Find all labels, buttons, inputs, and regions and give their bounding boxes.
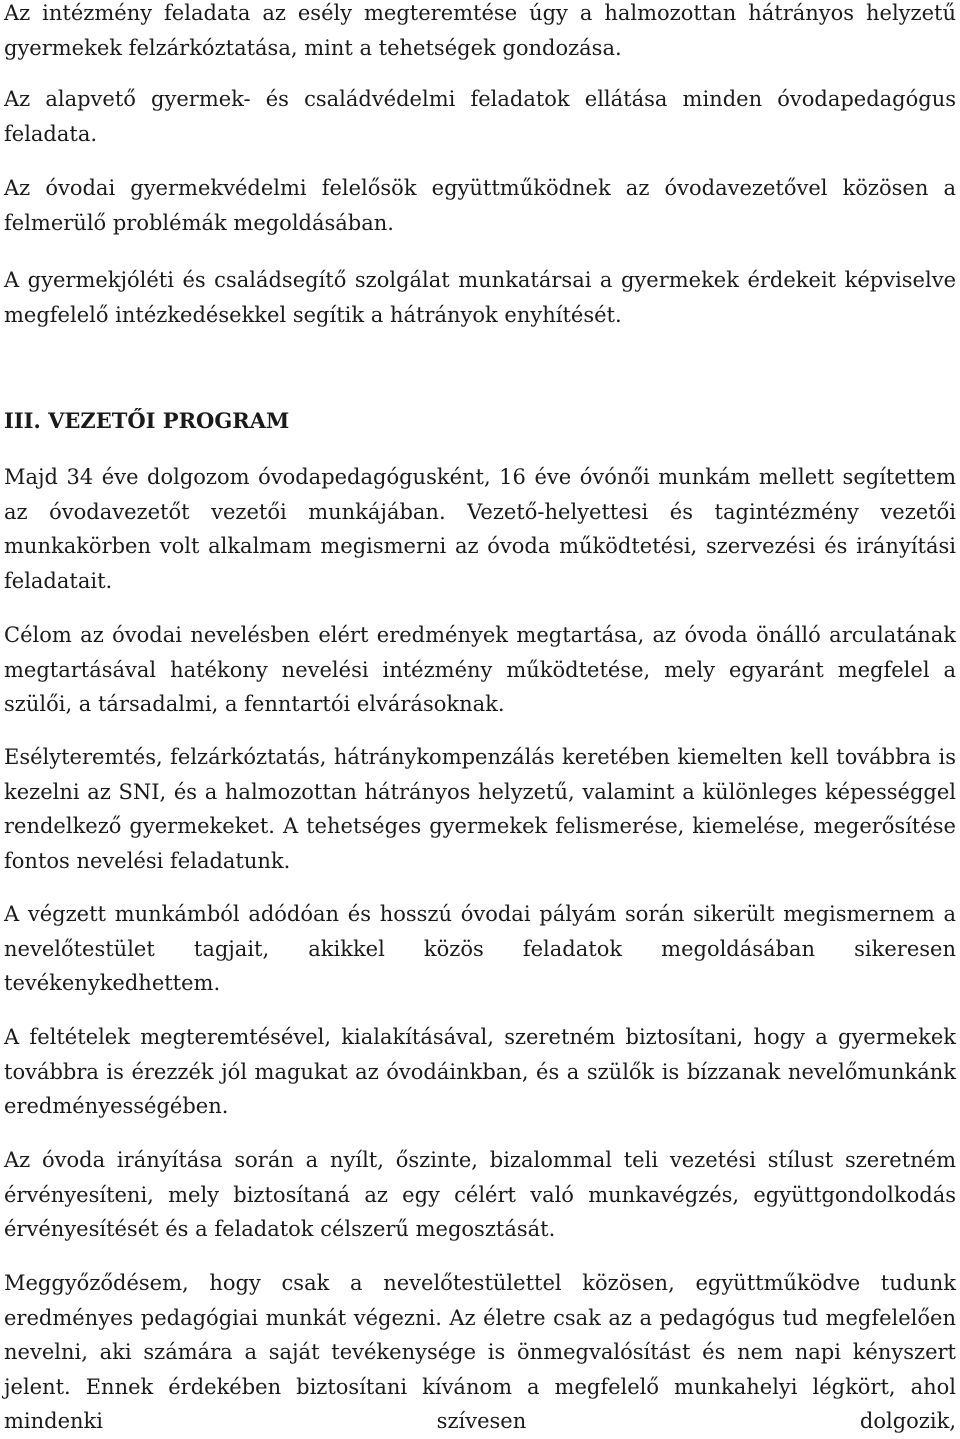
paragraph-experience: Majd 34 éve dolgozom óvodapedagógusként, 16 éve óvónői munkám mellett segítettem az óvodavezetőt vezetői munkájában. Vezető-helyettesi és tagintézmény vezetői munkakörben volt alkalmam megismerni az óvoda működtetési, szervezési és irányítási feladatait.	[4, 465, 956, 593]
paragraph-equal-opportunity: Az intézmény feladata az esély megteremtése úgy a halmozottan hátrányos helyzetű gyermekek felzárkóztatása, mint a tehetségek gondozása.	[4, 1, 956, 60]
paragraph-goal: Célom az óvodai nevelésben elért eredmények megtartása, az óvoda önálló arculatának megtartásával hatékony nevelési intézmény működtetése, mely egyaránt megfelel a szülői, a társadalmi, a fenntartói elvárásoknak.	[4, 623, 956, 716]
paragraph-leadership-style: Az óvoda irányítása során a nyílt, őszinte, bizalommal teli vezetési stílust szeretném érvényesíteni, mely biztosítaná az egy célért való munkavégzés, együttgondolkodás érvényesítését és a feladatok célszerű megosztását.	[4, 1148, 956, 1241]
paragraph-family-support-service: A gyermekjóléti és családsegítő szolgálat munkatársai a gyermekek érdekeit képviselve megfelelő intézkedésekkel segítik a hátrányok enyhítését.	[4, 268, 956, 327]
paragraph-child-protection-duty: Az alapvető gyermek- és családvédelmi feladatok ellátása minden óvodapedagógus feladata.	[4, 87, 956, 146]
paragraph-equal-opportunity-tasks: Esélyteremtés, felzárkóztatás, hátránykompenzálás keretében kiemelten kell továbbra is kezelni az SNI, és a halmozottan hátrányos helyzetű, valamint a különleges képességgel rendelkező gyermekeket. A tehetséges gyermekek felismerése, kiemelése, megerősítése fontos nevelési feladatunk.	[4, 745, 956, 873]
paragraph-conviction: Meggyőződésem, hogy csak a nevelőtestülettel közösen, együttműködve tudunk eredményes pedagógiai munkát végezni. Az életre csak az a pedagógus tud megfelelően nevelni, aki számára a saját tevékenysége is önmegvalósítást és nem napi kényszert jelent. Ennek érdekében biztosítani kívánom a megfelelő munkahelyi légkört, ahol mindenki szívesen dolgozik,	[4, 1271, 956, 1433]
paragraph-conditions: A feltételek megteremtésével, kialakításával, szeretném biztosítani, hogy a gyermekek továbbra is érezzék jól magukat az óvodáinkban, és a szülők is bízzanak nevelőmunkánk eredményességében.	[4, 1025, 956, 1118]
section-heading: III. VEZETŐI PROGRAM	[4, 408, 290, 433]
paragraph-child-protection-officers: Az óvodai gyermekvédelmi felelősök együttműködnek az óvodavezetővel közösen a felmerülő problémák megoldásában.	[4, 176, 956, 235]
paragraph-staff-knowledge: A végzett munkámból adódóan és hosszú óvodai pályám során sikerült megismernem a nevelőtestület tagjait, akikkel közös feladatok megoldásában sikeresen tevékenykedhettem.	[4, 902, 956, 995]
